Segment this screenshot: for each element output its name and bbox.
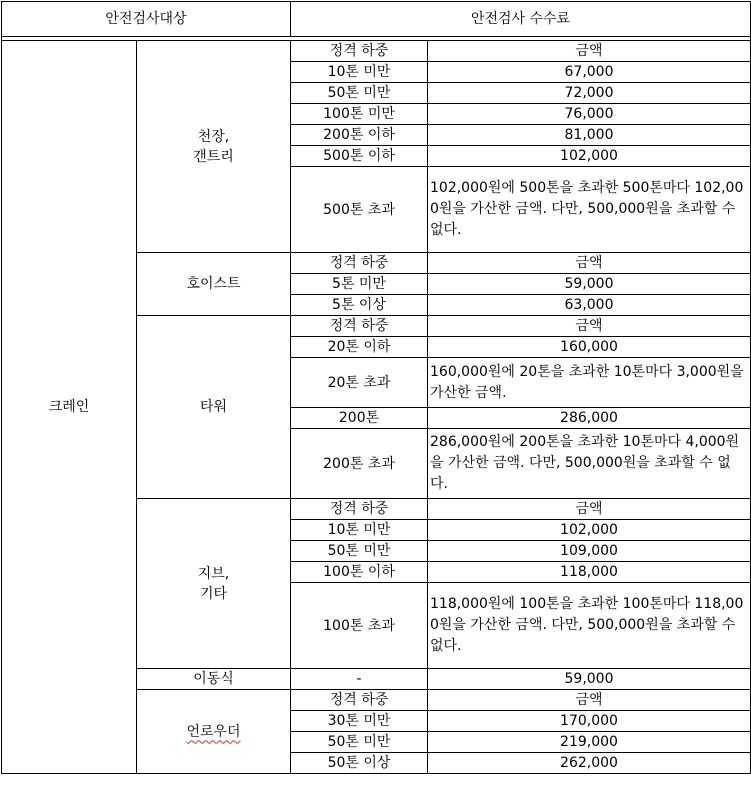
fee-cell: 219,000 <box>428 732 751 753</box>
load-cell: 500톤 이하 <box>291 146 428 167</box>
load-cell: 20톤 초과 <box>291 358 428 408</box>
load-cell: 5톤 미만 <box>291 274 428 295</box>
fee-cell: 금액 <box>428 499 751 520</box>
load-cell: 200톤 <box>291 408 428 429</box>
load-cell: 30톤 미만 <box>291 711 428 732</box>
load-cell: 50톤 미만 <box>291 541 428 562</box>
fee-cell: 67,000 <box>428 62 751 83</box>
load-cell: 정격 하중 <box>291 41 428 62</box>
load-cell: 200톤 초과 <box>291 429 428 499</box>
fee-cell: 59,000 <box>428 274 751 295</box>
group-unloader <box>137 690 291 774</box>
group-mobile: 이동식 <box>137 669 291 690</box>
fee-cell: 160,000 <box>428 337 751 358</box>
fee-cell: 262,000 <box>428 753 751 774</box>
fee-cell: 109,000 <box>428 541 751 562</box>
fee-note: 118,000원에 100톤을 초과한 100톤마다 118,000원을 가산한 금액. 다만, 500,000원을 초과할 수 없다. <box>428 583 751 669</box>
fee-cell: 170,000 <box>428 711 751 732</box>
group-hoist: 호이스트 <box>137 253 291 316</box>
fee-cell: 59,000 <box>428 669 751 690</box>
load-cell: 200톤 이하 <box>291 125 428 146</box>
fee-cell: 118,000 <box>428 562 751 583</box>
load-cell: 10톤 미만 <box>291 62 428 83</box>
fee-cell: 금액 <box>428 690 751 711</box>
fee-cell: 금액 <box>428 41 751 62</box>
load-cell: 100톤 이하 <box>291 562 428 583</box>
fee-cell: 102,000 <box>428 146 751 167</box>
load-cell: 정격 하중 <box>291 690 428 711</box>
load-cell: 100톤 미만 <box>291 104 428 125</box>
load-cell: 50톤 미만 <box>291 83 428 104</box>
load-cell: - <box>291 669 428 690</box>
fee-cell: 76,000 <box>428 104 751 125</box>
load-cell: 5톤 이상 <box>291 295 428 316</box>
group-jib: 지브, 기타 <box>137 499 291 669</box>
load-cell: 50톤 이상 <box>291 753 428 774</box>
fee-cell: 72,000 <box>428 83 751 104</box>
header-row <box>2 2 751 37</box>
load-cell: 정격 하중 <box>291 253 428 274</box>
header-target: 안전검사대상 <box>2 2 291 37</box>
fee-cell: 286,000 <box>428 408 751 429</box>
load-cell: 20톤 이하 <box>291 337 428 358</box>
fee-cell: 금액 <box>428 316 751 337</box>
group-unloader-label: 언로우더 <box>186 723 241 740</box>
fee-cell: 63,000 <box>428 295 751 316</box>
fee-note: 102,000원에 500톤을 초과한 500톤마다 102,000원을 가산한 금액. 다만, 500,000원을 초과할 수 없다. <box>428 167 751 253</box>
fee-cell: 81,000 <box>428 125 751 146</box>
load-cell: 10톤 미만 <box>291 520 428 541</box>
load-cell: 100톤 초과 <box>291 583 428 669</box>
table-row <box>2 41 751 62</box>
category-cell: 크레인 <box>2 41 137 774</box>
load-cell: 정격 하중 <box>291 316 428 337</box>
load-cell: 50톤 미만 <box>291 732 428 753</box>
load-cell: 500톤 초과 <box>291 167 428 253</box>
fee-note: 286,000원에 200톤을 초과한 10톤마다 4,000원을 가산한 금액. 다만, 500,000원을 초과할 수 없다. <box>428 429 751 499</box>
header-fee: 안전검사 수수료 <box>291 2 751 37</box>
fee-table <box>1 1 751 774</box>
fee-note: 160,000원에 20톤을 초과한 10톤마다 3,000원을 가산한 금액. <box>428 358 751 408</box>
fee-cell: 102,000 <box>428 520 751 541</box>
group-tower: 타워 <box>137 316 291 499</box>
fee-cell: 금액 <box>428 253 751 274</box>
group-overhead: 천장, 갠트리 <box>137 41 291 253</box>
load-cell: 정격 하중 <box>291 499 428 520</box>
